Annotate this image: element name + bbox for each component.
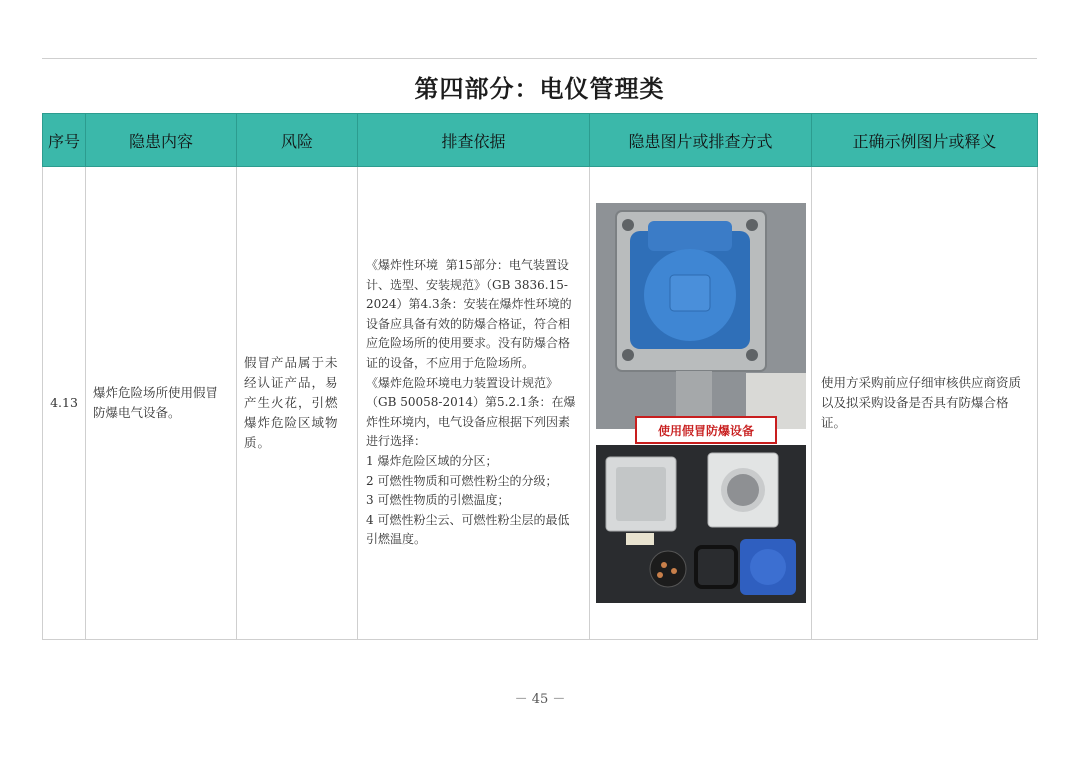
photo-label: 使用假冒防爆设备 xyxy=(657,424,754,438)
basis-line: 4 可燃性粉尘云、可燃性粉尘层的最低引燃温度。 xyxy=(366,512,570,547)
cell-risk: 假冒产品属于未经认证产品，易产生火花，引燃爆炸危险区域物质。 xyxy=(237,167,358,640)
header-risk: 风险 xyxy=(237,114,358,167)
cell-number: 4.13 xyxy=(43,167,86,640)
section-title-row xyxy=(42,58,1037,113)
cell-basis xyxy=(358,167,590,640)
header-hazard: 隐患内容 xyxy=(86,114,237,167)
document-page xyxy=(42,58,1037,640)
cell-hazard: 爆炸危险场所使用假冒防爆电气设备。 xyxy=(86,167,237,640)
basis-line: 《爆炸性环境 第15部分：电气装置设计、选型、安装规范》（GB 3836.15-2024）第4.3条：安装在爆炸性环境的设备应具备有效的防爆合格证，符合相应危险场所的使用要求。没有防爆合格证的设备，不应用于危险场所。 xyxy=(366,258,572,371)
basis-line: 2 可燃性物质和可燃性粉尘的分级； xyxy=(366,473,558,488)
header-correct-example: 正确示例图片或释义 xyxy=(812,114,1038,167)
hazard-photo-illustration xyxy=(596,203,806,603)
table-row xyxy=(43,167,1038,640)
basis-line: 1 爆炸危险区域的分区； xyxy=(366,453,498,468)
section-title: 第四部分：电仪管理类 xyxy=(414,74,665,103)
header-number: 序号 xyxy=(43,114,86,167)
hazard-table xyxy=(42,113,1038,640)
hazard-photo xyxy=(596,203,806,603)
basis-line: 3 可燃性物质的引燃温度； xyxy=(366,493,510,508)
table-header-row xyxy=(43,114,1038,167)
cell-photo xyxy=(590,167,812,640)
cell-correct-example: 使用方采购前应仔细审核供应商资质以及拟采购设备是否具有防爆合格证。 xyxy=(812,167,1038,640)
header-photo: 隐患图片或排查方式 xyxy=(590,114,812,167)
basis-line: 《爆炸危险环境电力装置设计规范》（GB 50058-2014）第5.2.1条：在爆炸性环境内，电气设备应根据下列因素进行选择： xyxy=(366,375,576,449)
header-basis: 排查依据 xyxy=(358,114,590,167)
page-number: － 45 － xyxy=(514,692,566,707)
